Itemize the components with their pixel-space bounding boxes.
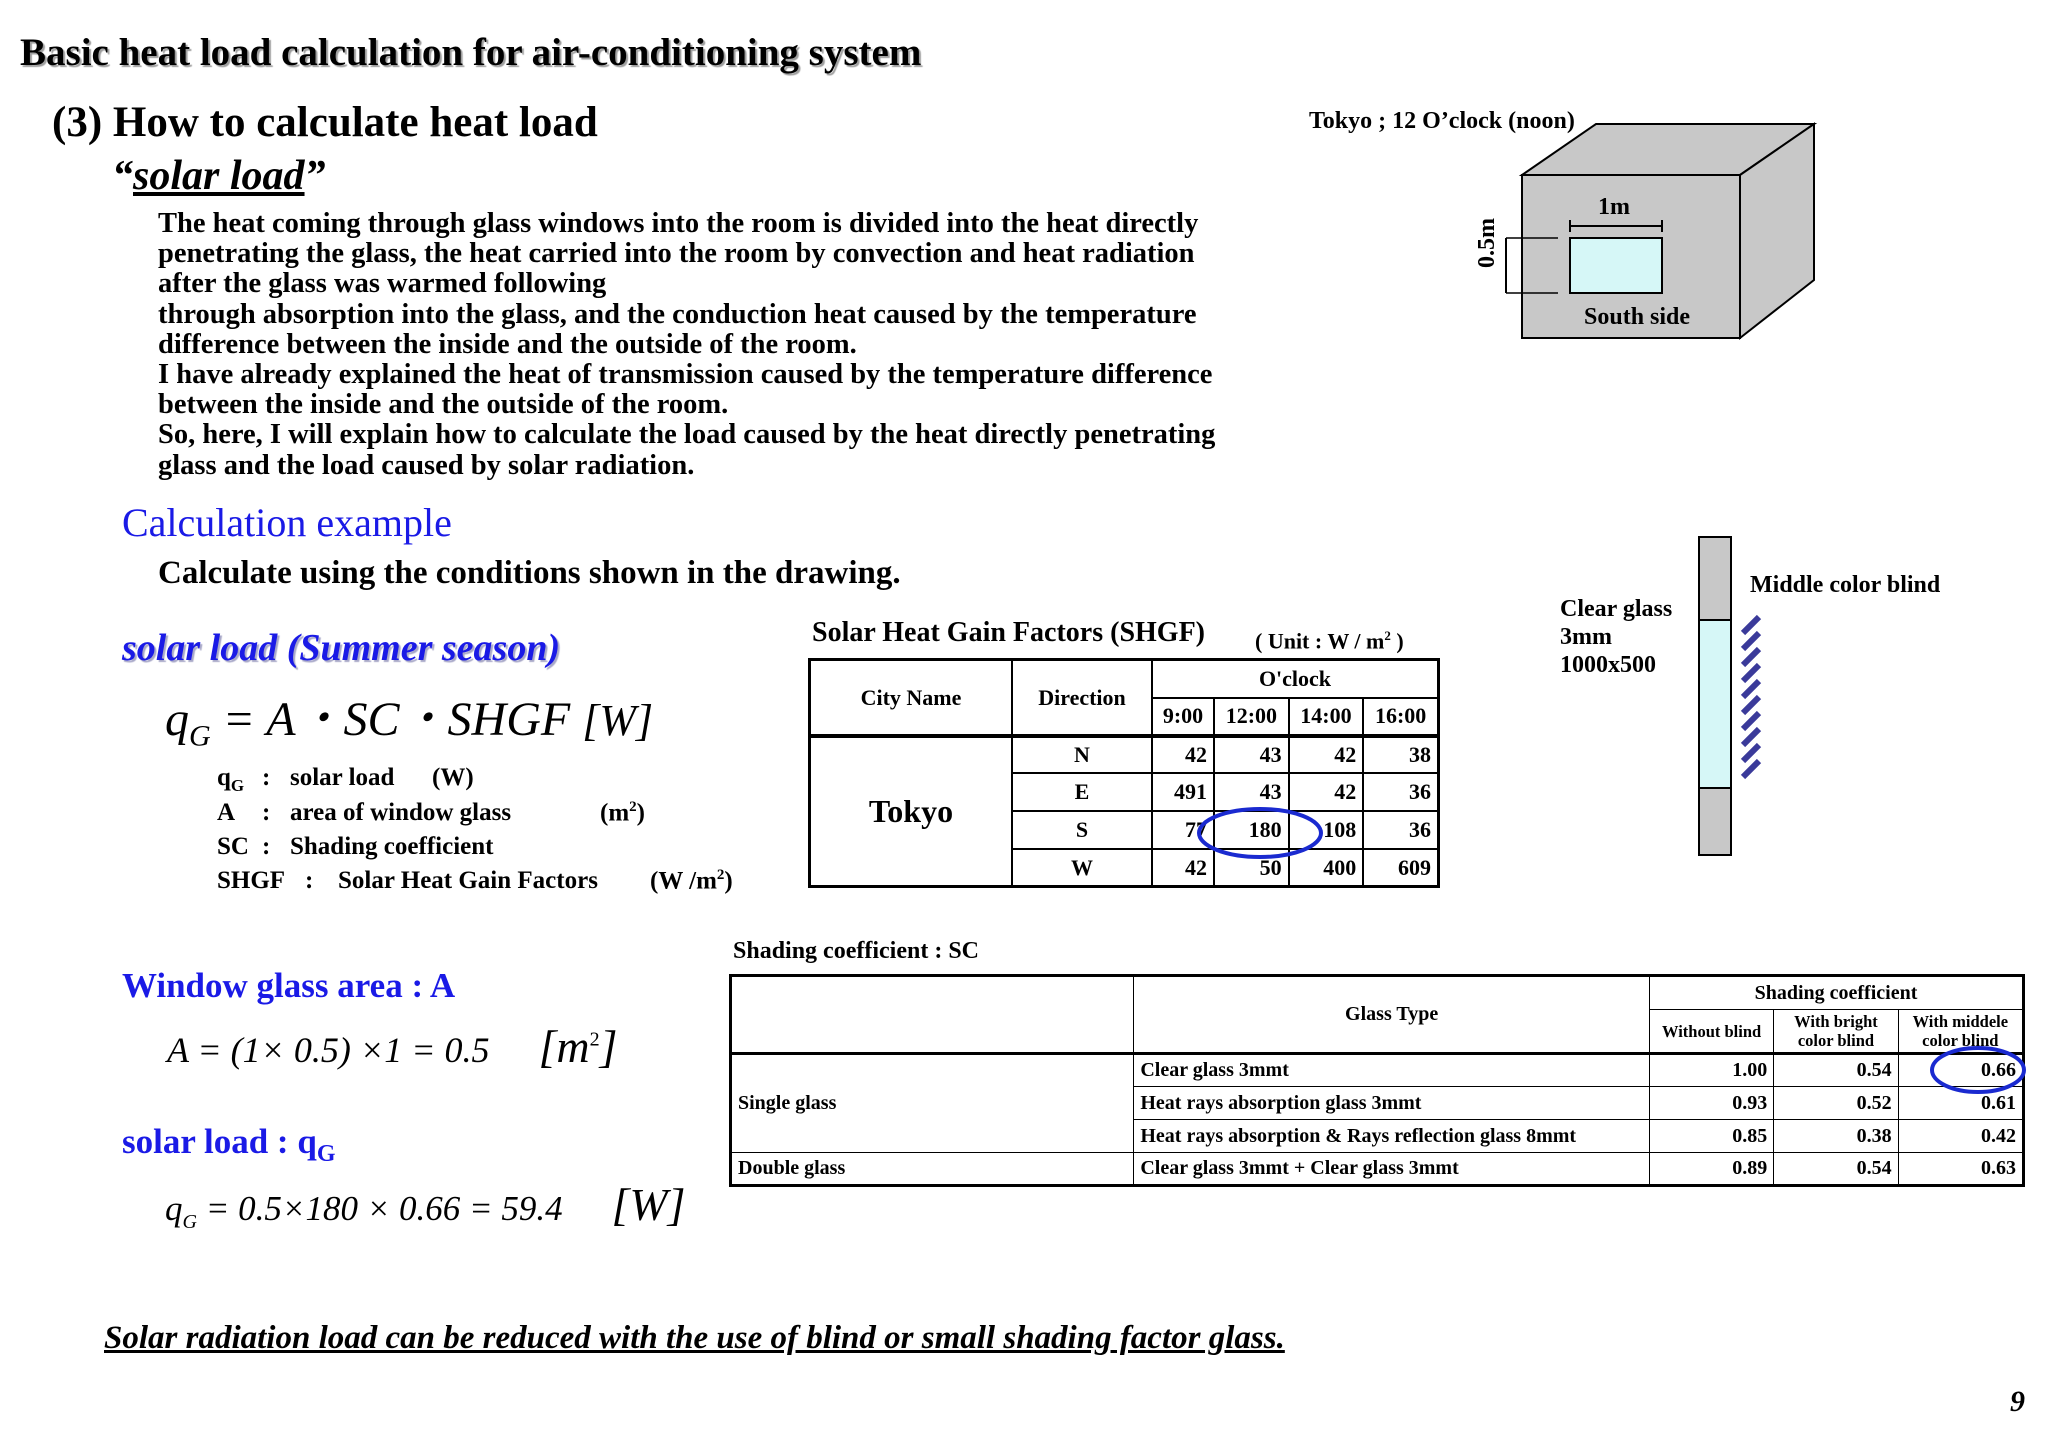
legend-desc: solar load xyxy=(290,764,395,791)
shgf-table xyxy=(808,658,1440,888)
glass-section xyxy=(1699,620,1731,788)
legend-symbol-sub: G xyxy=(230,776,245,795)
sc-table xyxy=(729,974,2025,1187)
sc-group-name: Double glass xyxy=(731,1153,1134,1186)
section-heading: (3) How to calculate heat load xyxy=(52,99,598,146)
legend-unit: $(m^2)$ xyxy=(600,799,645,827)
shgf-direction-cell: E xyxy=(1012,773,1152,810)
solar-summer-heading: solar load (Summer season) xyxy=(122,627,561,669)
legend-desc: Solar Heat Gain Factors xyxy=(338,867,598,894)
legend-symbol: SHGF xyxy=(217,867,286,894)
shgf-value-cell: 50 xyxy=(1214,849,1289,886)
south-side-label: South side xyxy=(1584,304,1691,330)
blind-slat xyxy=(1743,681,1759,697)
shgf-header-oclock: O'clock xyxy=(1152,660,1439,698)
sc-group-name: Single glass xyxy=(731,1054,1134,1153)
legend-symbol: q xyxy=(217,764,231,791)
legend-sep: : xyxy=(262,799,271,826)
intro-line: through absorption into the glass, and the conduction heat caused by the temperature xyxy=(158,298,1197,330)
document-title: Basic heat load calculation for air-conditioning system xyxy=(20,31,922,74)
formula-unit: [W] xyxy=(582,696,654,745)
shgf-value-cell: 42 xyxy=(1152,849,1214,886)
blind-slat xyxy=(1743,633,1759,649)
solar-load-heading: solar load : $q_G$ xyxy=(122,1122,336,1167)
subheading-close-quote: ” xyxy=(304,153,326,199)
sc-header-shading: Shading coefficient xyxy=(1649,976,2023,1010)
sc-glass-type: Clear glass 3mmt + Clear glass 3mmt xyxy=(1134,1153,1650,1186)
legend-symbol: A xyxy=(217,799,236,826)
sc-value: 0.63 xyxy=(1898,1153,2023,1186)
sc-value: 0.61 xyxy=(1898,1087,2023,1120)
shgf-value-cell: 42 xyxy=(1289,773,1364,810)
intro-line: difference between the inside and the outside of the room. xyxy=(158,328,857,360)
blind-slats xyxy=(1743,617,1759,777)
intro-paragraph xyxy=(158,209,1358,481)
sc-glass-type: Clear glass 3mmt xyxy=(1134,1054,1650,1087)
shgf-highlight-ellipse xyxy=(1195,805,1325,861)
sc-subheader: With bright color blind xyxy=(1774,1010,1898,1054)
window-area-formula: A = (1× 0.5) ×1 = 0.5 $[m^2]$ xyxy=(167,1021,618,1072)
window-area-unit: $[m^2]$ xyxy=(538,1021,618,1072)
shgf-direction-cell: W xyxy=(1012,849,1152,886)
shgf-direction-cell: S xyxy=(1012,811,1152,849)
intro-line: I have already explained the heat of transmission caused by the temperature difference xyxy=(158,359,1213,391)
shgf-value-cell: 42 xyxy=(1289,736,1364,773)
legend-sep: : xyxy=(305,867,314,894)
sc-glass-type: Heat rays absorption glass 3mmt xyxy=(1134,1087,1650,1120)
intro-line: between the inside and the outside of the room. xyxy=(158,389,729,421)
blind-slat xyxy=(1743,713,1759,729)
sc-subheader: With middele color blind xyxy=(1898,1010,2023,1054)
legend-desc: Shading coefficient xyxy=(290,833,494,860)
formula-unit-text: W xyxy=(599,696,636,745)
width-label: 1m xyxy=(1598,194,1630,220)
sc-value: 0.38 xyxy=(1774,1120,1898,1153)
shgf-value-cell-highlighted: 180 xyxy=(1214,811,1289,849)
calc-instruction: Calculate using the conditions shown in the drawing. xyxy=(158,555,901,591)
solar-load-unit: [W] xyxy=(611,1179,686,1230)
blind-slat xyxy=(1743,729,1759,745)
sc-value: 0.42 xyxy=(1898,1120,2023,1153)
sc-value: 0.89 xyxy=(1649,1153,1773,1186)
shgf-unit: ( Unit : W / $m^2$ ) xyxy=(1255,628,1404,654)
sc-value-highlighted: 0.66 xyxy=(1898,1054,2023,1087)
subheading-text: solar load xyxy=(133,153,305,199)
formula-q-sub: G xyxy=(189,719,211,753)
sc-subheader: Without blind xyxy=(1649,1010,1773,1054)
blind-slat xyxy=(1743,649,1759,665)
blind-slat xyxy=(1743,697,1759,713)
legend-unit: (W $/m^2$) xyxy=(650,867,733,895)
sc-value: 0.85 xyxy=(1649,1120,1773,1153)
shgf-header-direction: Direction xyxy=(1012,660,1152,737)
sc-value: 0.54 xyxy=(1774,1153,1898,1186)
blind-slat xyxy=(1743,745,1759,761)
solar-load-formula-result: $q_G = 0.5\times 180 \times 0.66 = 59.4$ [W] xyxy=(165,1179,686,1233)
sc-value: 1.00 xyxy=(1649,1054,1773,1087)
shgf-value-cell: 108 xyxy=(1289,811,1364,849)
sc-table-title: Shading coefficient : SC xyxy=(733,938,979,964)
shgf-value-cell: 42 xyxy=(1152,736,1214,773)
height-label: 0.5m xyxy=(1474,218,1500,268)
legend-symbol: SC xyxy=(217,833,249,860)
shgf-value-cell: 491 xyxy=(1152,773,1214,810)
legend-unit: (W) xyxy=(432,764,474,791)
window-section-figure xyxy=(1695,535,1795,860)
blind-label: Middle color blind xyxy=(1750,572,1941,598)
shgf-value-cell: 36 xyxy=(1363,773,1438,810)
highlight-ellipse-066 xyxy=(1932,1048,2024,1092)
shgf-header-time: 12:00 xyxy=(1214,698,1289,736)
formula-rhs: = A・SC・SHGF xyxy=(222,693,571,746)
shgf-header-time: 9:00 xyxy=(1152,698,1214,736)
window-area-heading: Window glass area : A xyxy=(122,966,456,1005)
calc-example-heading: Calculation example xyxy=(122,500,452,545)
blind-slat xyxy=(1743,761,1759,777)
shgf-value-cell: 43 xyxy=(1214,773,1289,810)
sc-header-blank xyxy=(731,976,1134,1054)
blind-slat xyxy=(1743,617,1759,633)
sc-value: 0.54 xyxy=(1774,1054,1898,1087)
formula-q: q xyxy=(165,693,189,746)
legend-sep: : xyxy=(262,833,271,860)
window-glass xyxy=(1570,238,1662,293)
intro-line: The heat coming through glass windows into the room is divided into the heat directly xyxy=(158,208,1199,239)
intro-line: glass and the load caused by solar radiation. xyxy=(158,449,695,481)
legend-desc: area of window glass xyxy=(290,799,512,826)
shgf-value-cell: 77 xyxy=(1152,811,1214,849)
sc-value: 0.52 xyxy=(1774,1087,1898,1120)
shgf-city-cell: Tokyo xyxy=(810,736,1013,886)
conclusion-text: Solar radiation load can be reduced with the use of blind or small shading factor glass. xyxy=(104,1320,1285,1356)
shgf-value-cell: 36 xyxy=(1363,811,1438,849)
blind-slat xyxy=(1743,665,1759,681)
solar-load-formula xyxy=(165,680,653,754)
sc-value: 0.93 xyxy=(1649,1087,1773,1120)
sc-highlight-ellipse xyxy=(1928,1042,2028,1098)
shgf-header-time: 16:00 xyxy=(1363,698,1438,736)
shgf-value-cell: 38 xyxy=(1363,736,1438,773)
intro-line: So, here, I will explain how to calculate the load caused by the heat directly penetrating xyxy=(158,419,1216,451)
shgf-value-cell: 609 xyxy=(1363,849,1438,886)
page-number: 9 xyxy=(2010,1385,2025,1418)
intro-line: penetrating the glass, the heat carried into the room by convection and heat radiation xyxy=(158,238,1195,270)
shgf-header-time: 14:00 xyxy=(1289,698,1364,736)
highlight-ellipse-180 xyxy=(1199,809,1321,857)
shgf-header-city: City Name xyxy=(810,660,1013,737)
intro-line: after the glass was warmed following xyxy=(158,268,607,300)
sc-glass-type: Heat rays absorption & Rays reflection glass 8mmt xyxy=(1134,1120,1650,1153)
legend-sep: : xyxy=(262,764,271,791)
section-subheading xyxy=(112,152,326,200)
shgf-value-cell: 43 xyxy=(1214,736,1289,773)
glass-label: Clear glass 3mm 1000x500 xyxy=(1560,596,1673,678)
shgf-direction-cell: N xyxy=(1012,736,1152,773)
legend-row-qg xyxy=(217,764,244,796)
shgf-value-cell: 400 xyxy=(1289,849,1364,886)
sc-header-glass-type: Glass Type xyxy=(1134,976,1650,1054)
subheading-open-quote: “ xyxy=(112,153,133,199)
shgf-table-title: Solar Heat Gain Factors (SHGF) xyxy=(812,617,1205,648)
figure-caption: Tokyo ; 12 O’clock (noon) xyxy=(1309,108,1575,134)
